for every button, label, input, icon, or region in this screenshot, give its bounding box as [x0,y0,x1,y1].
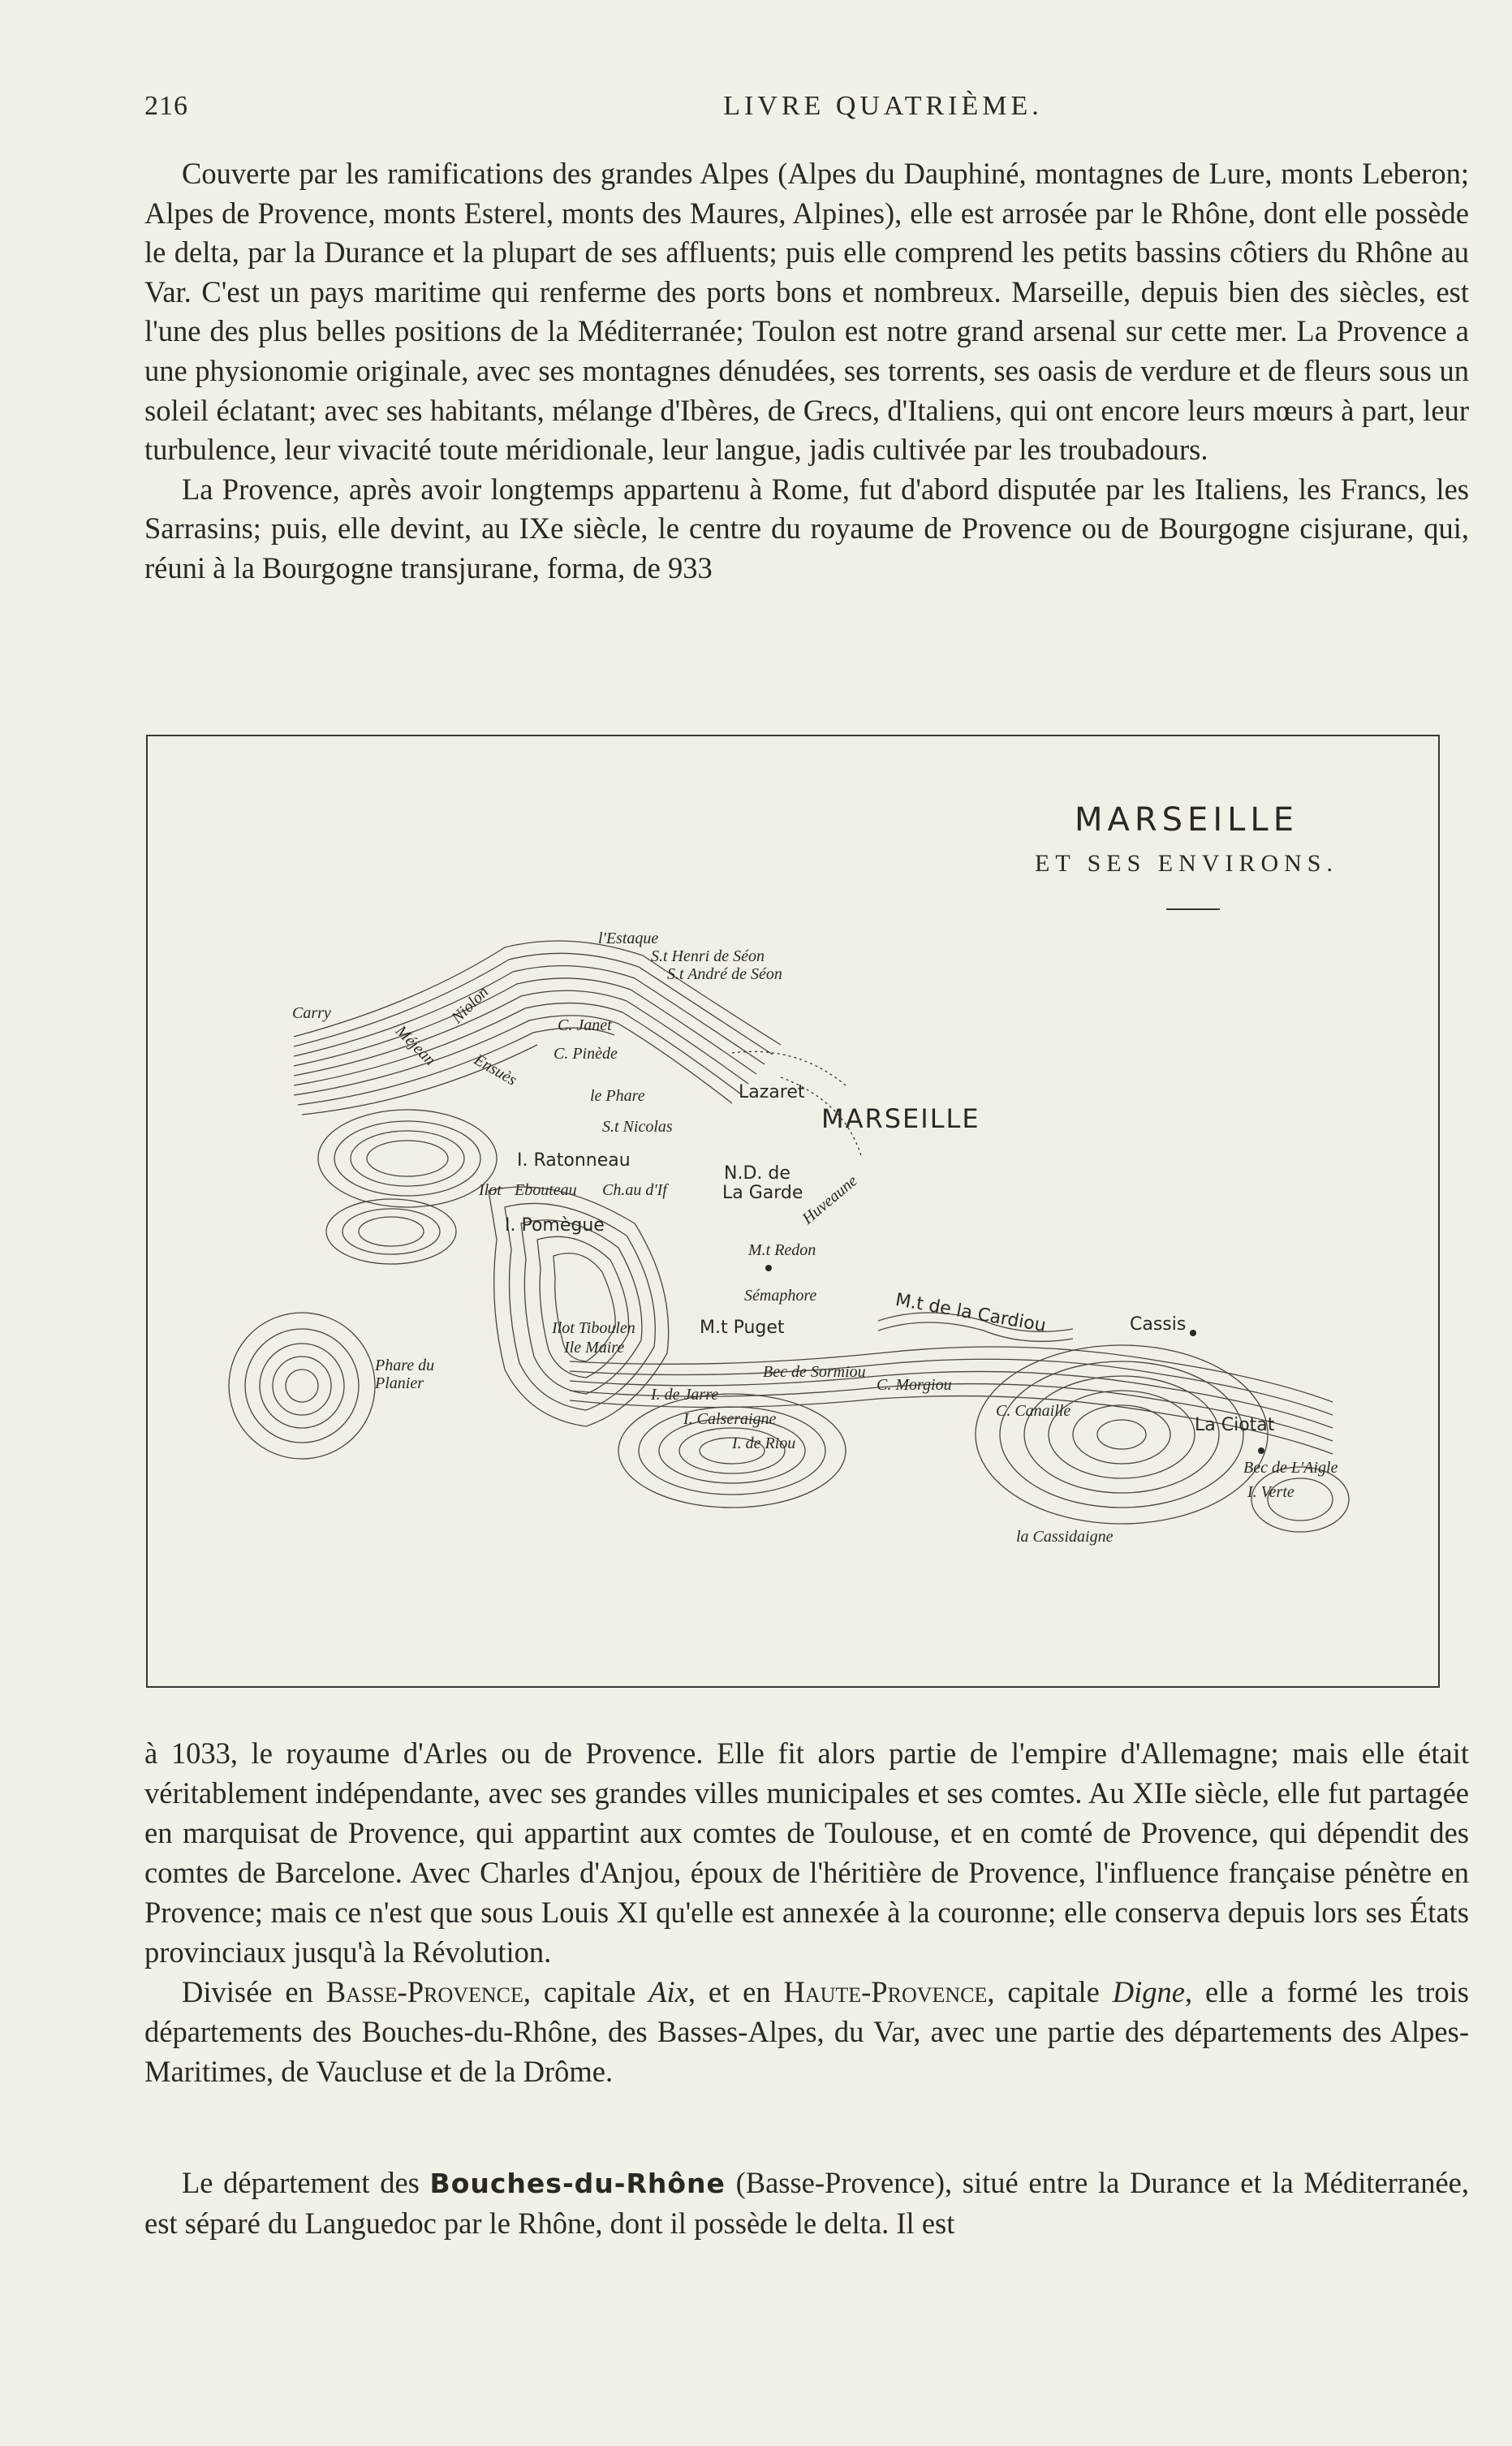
text-run: , elle a formé les trois départements des Bouches-du-Rhône, des Basses-Alpes, du Var, avec une partie des départements des Alpes-Maritimes, de Vaucluse et de la Drôme. [144,1975,1469,2088]
term-haute-provence: Haute-Provence [783,1975,988,2008]
text-run: (Basse-Provence), situé entre la Durance et la Méditerranée, est séparé du Languedoc par le Rhône, dont il possède le delta. Il est [144,2166,1470,2240]
label-phare: le Phare [590,1087,645,1105]
page-number: 216 [144,91,188,121]
label-la-garde: La Garde [722,1183,803,1203]
label-ebouteau: Ebouteau [515,1181,577,1199]
term-digne: Digne [1112,1975,1185,2008]
label-riou: I. de Riou [732,1434,796,1452]
label-pinede: C. Pinède [554,1045,618,1063]
label-lazaret: Lazaret [739,1082,805,1102]
text-run: , et en [687,1975,784,2008]
running-title: LIVRE QUATRIÈME. [723,91,1043,121]
label-cassidaigne: la Cassidaigne [1016,1528,1114,1546]
term-bouches-du-rhone: Bouches-du-Rhône [429,2168,726,2199]
paragraph-provence-history: La Provence, après avoir longtemps appartenu à Rome, fut d'abord disputée par les Italiens, les Francs, les Sarrasins; puis, elle devint, au IXe siècle, le centre du royaume de Provence ou de Bourgogne cisjurane, qui, réuni à la Bourgogne transjurane, forma, de 933 [144,472,1469,585]
label-bec-aigle: Bec de L'Aigle [1243,1459,1338,1477]
map-marseille [146,735,1440,1688]
department-text-block [144,2163,1469,2243]
label-st-nicolas: S.t Nicolas [602,1118,673,1136]
paragraph-royaume-arles: à 1033, le royaume d'Arles ou de Provence. Elle fit alors partie de l'empire d'Allemagne; mais elle était véritablement indépendante, avec ses grandes villes municipales et ses comtes. Au XIIe siècle, elle fut partagée en marquisat de Provence, qui appartint aux comtes de Toulouse, et en comté de Provence, qui dépendit des comtes de Barcelone. Avec Charles d'Anjou, époux de l'héritière de Provence, l'influence française pénètre en Provence; mais ce n'est que sous Louis XI qu'elle est annexée à la couronne; elle conserva depuis lors ses États provinciaux jusqu'à la Révolution. [144,1736,1469,1969]
label-mt-redon: M.t Redon [748,1241,816,1259]
label-la-ciotat: La Ciotat [1195,1415,1275,1435]
label-ensues: Ensuès [471,1050,520,1089]
label-ilot-ebouteau: Ilot [479,1181,502,1199]
label-huveaune: Huveaune [799,1171,861,1228]
label-mejean: Méjean [392,1022,439,1069]
label-estaque: l'Estaque [598,930,659,947]
term-basse-provence: Basse-Provence [325,1975,523,2008]
map-relief-drawing [148,736,1438,1686]
label-canaille: C. Canaille [996,1402,1071,1420]
paragraph-provence-geography: Couverte par les ramifications des grandes Alpes (Alpes du Dauphiné, montagnes de Lure, monts Leberon; Alpes de Provence, monts Esterel, monts des Maures, Alpines), elle est arrosée par le Rhône, dont elle possède le delta, par la Durance et la plupart de ses affluents; puis elle comprend les petits bassins côtiers du Rhône au Var. C'est un pays maritime qui renferme des ports bons et nombreux. Marseille, depuis bien des siècles, est l'une des plus belles positions de la Méditerranée; Toulon est notre grand arsenal sur cette mer. La Provence a une physionomie originale, avec ses montagnes dénudées, ses torrents, ses oasis de verdure et de fleurs sous un soleil éclatant; avec ses habitants, mélange d'Ibères, de Grecs, d'Italiens, qui ont encore leurs mœurs à part, leur turbulence, leur vivacité toute méridionale, leur langue, jadis cultivée par les troubadours. [144,157,1469,467]
text-run: Divisée en [182,1975,326,2008]
label-cardiou: M.t de la Cardiou [894,1289,1048,1337]
paragraph-bouches-du-rhone [144,2163,1469,2243]
label-pomegue: I. Pomègue [505,1215,605,1236]
label-st-henri: S.t Henri de Séon [651,947,765,965]
text-run: , capitale [987,1975,1113,2008]
label-chateau-if: Ch.au d'If [602,1181,667,1199]
label-semaphore: Sémaphore [744,1287,817,1305]
map-subtitle: ET SES ENVIRONS. [1035,850,1338,877]
label-ratonneau: I. Ratonneau [517,1150,631,1171]
text-run: Le département des [182,2166,430,2199]
label-st-andre: S.t André de Séon [667,965,782,983]
label-carry: Carry [292,1004,331,1022]
label-marseille: MARSEILLE [821,1103,980,1134]
bottom-text-block [144,1733,1469,2091]
label-niolon: Niolon [448,982,493,1028]
term-aix: Aix [648,1975,688,2008]
label-ile-verte: I. Verte [1247,1483,1294,1501]
text-run: , capitale [523,1975,649,2008]
top-text-block [144,154,1469,589]
label-bec-sormiou: Bec de Sormiou [763,1363,866,1381]
page-header [144,91,1475,132]
paragraph-division [144,1972,1469,2091]
label-janet: C. Janet [558,1016,612,1034]
label-nd-de: N.D. de [724,1163,790,1184]
label-morgiou: C. Morgiou [877,1376,952,1394]
label-calseraigne: I. Calseraigne [683,1410,777,1428]
map-title-rule [1166,908,1220,910]
map-title: MARSEILLE [1075,801,1299,839]
label-ile-jarre: I. de Jarre [651,1386,719,1404]
label-phare-planier: Phare du Planier [375,1357,435,1392]
label-mt-puget: M.t Puget [700,1318,785,1338]
label-ile-maire: Ile Maire [564,1339,625,1357]
label-ilot-tiboulen: Ilot Tiboulen [552,1319,635,1337]
label-cassis: Cassis [1130,1314,1187,1335]
